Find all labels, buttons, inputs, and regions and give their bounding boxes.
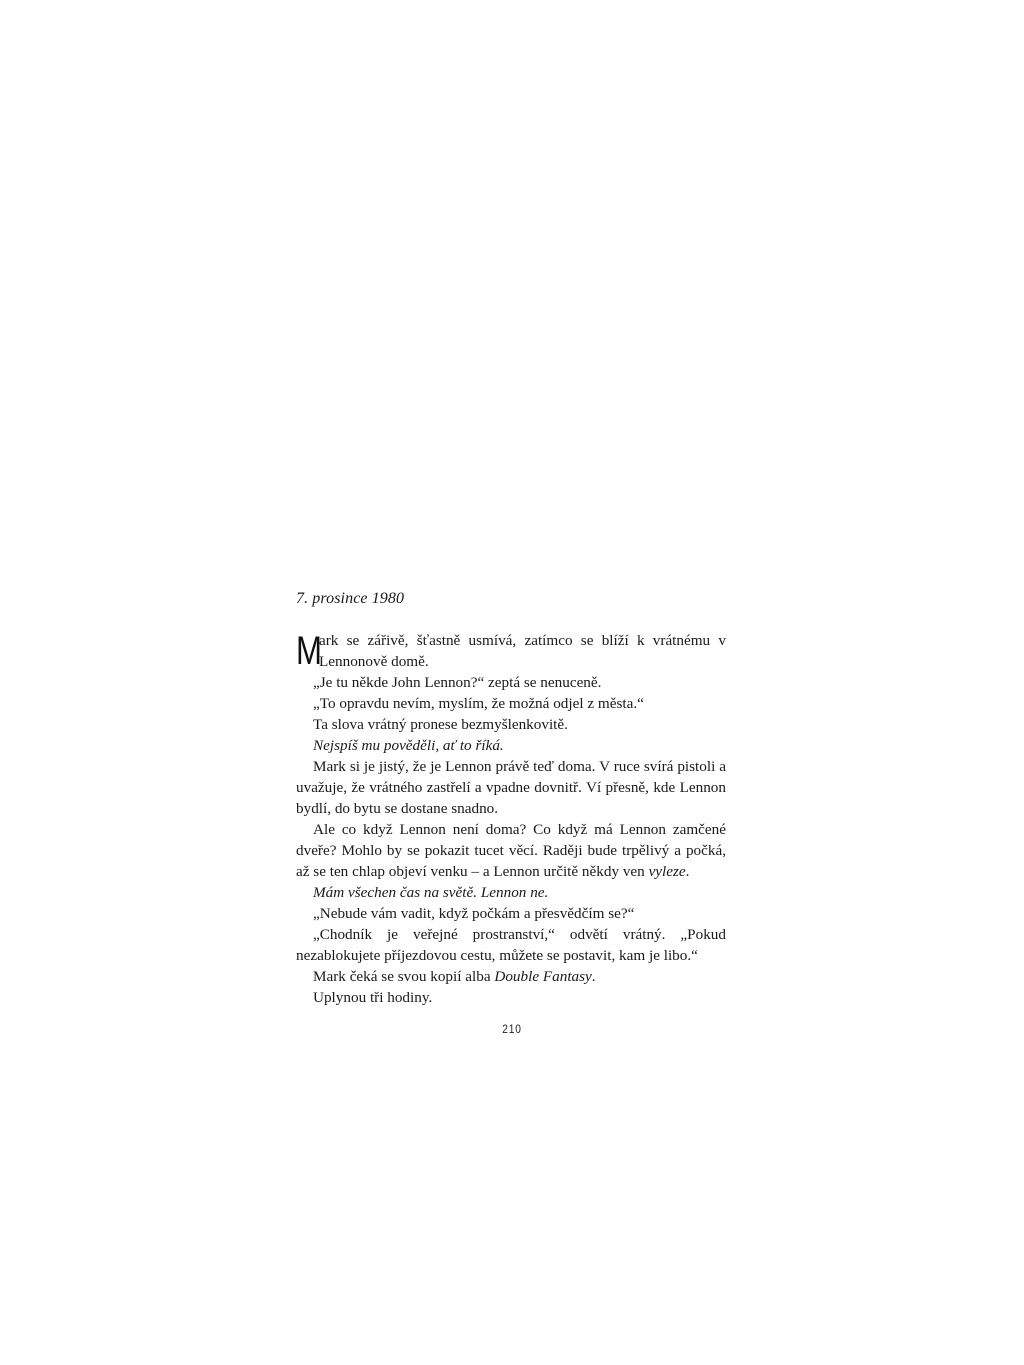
paragraph-text: „Chodník je veřejné prostranství,“ odvětí vrátný. „Pokud nezablokujete příjezdovou cestu, můžete se postavit, kam je libo.“ — [296, 926, 726, 964]
paragraph — [296, 987, 726, 1008]
paragraph-text: Mark si je jistý, že je Lennon právě teď doma. V ruce svírá pistoli a uvažuje, že vrátného zastřelí a vpadne dovnitř. Ví přesně, kde Lennon bydlí, do bytu se dostane snadno. — [296, 758, 726, 817]
page-number: 210 — [502, 1022, 522, 1036]
paragraph — [296, 735, 726, 756]
paragraph-text: . — [591, 968, 596, 985]
paragraph — [296, 903, 726, 924]
paragraph-text: „To opravdu nevím, myslím, že možná odjel z města.“ — [313, 695, 644, 712]
body-text — [296, 630, 726, 1008]
italic-thought: Mám všechen čas na světě. Lennon ne. — [313, 884, 549, 901]
paragraph — [296, 714, 726, 735]
page-text-block — [296, 588, 726, 1008]
paragraph — [296, 756, 726, 819]
paragraph — [296, 693, 726, 714]
paragraph — [296, 882, 726, 903]
paragraph — [296, 924, 726, 966]
paragraph-text: „Nebude vám vadit, když počkám a přesvědčím se?“ — [313, 905, 635, 922]
chapter-date-heading: 7. prosince 1980 — [296, 590, 405, 607]
paragraph — [296, 672, 726, 693]
paragraph — [296, 966, 726, 987]
paragraph-text: Ta slova vrátný pronese bezmyšlenkovitě. — [313, 716, 568, 733]
album-title: Double Fantasy — [494, 968, 592, 985]
paragraph — [296, 630, 726, 672]
paragraph — [296, 819, 726, 882]
italic-word: vyleze — [648, 863, 686, 880]
paragraph-text: Mark čeká se svou kopií alba — [313, 968, 495, 985]
italic-thought: Nejspíš mu pověděli, ať to říká. — [313, 737, 504, 754]
paragraph-text: Uplynou tři hodiny. — [313, 989, 433, 1006]
drop-cap-letter: M — [296, 629, 322, 673]
paragraph-text: „Je tu někde John Lennon?“ zeptá se nenuceně. — [313, 674, 602, 691]
paragraph-text: Ale co když Lennon není doma? Co když má Lennon zamčené dveře? Mohlo by se pokazit tucet věcí. Raději bude trpělivý a počká, až se ten chlap objeví venku – a Lennon určitě někdy ven — [296, 821, 726, 880]
paragraph-text: ark se zářivě, šťastně usmívá, zatímco se blíží k vrátnému v Lennonově domě. — [319, 632, 726, 670]
paragraph-text: . — [685, 863, 690, 880]
